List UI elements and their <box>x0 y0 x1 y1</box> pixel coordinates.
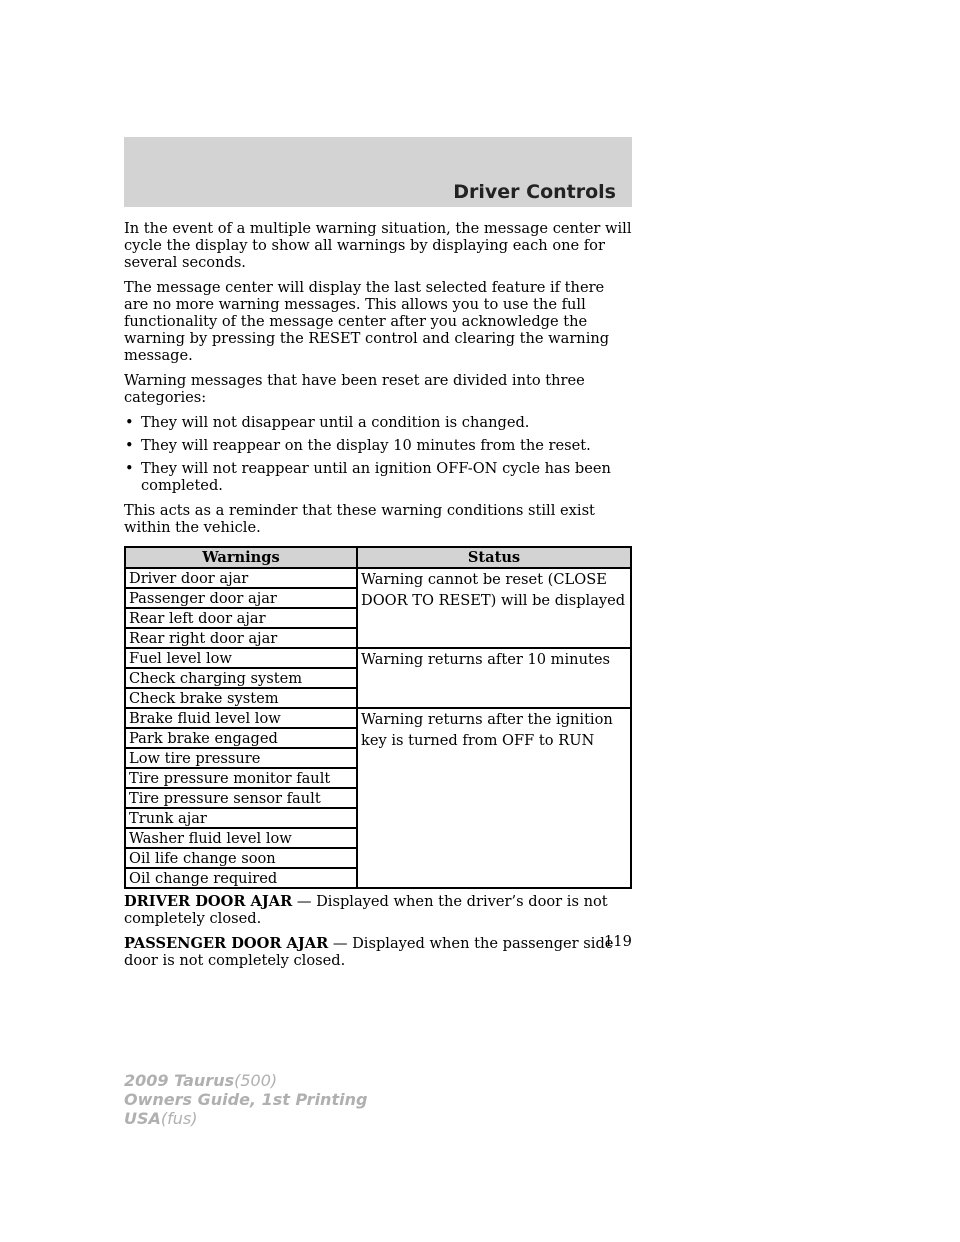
warning-cell: Trunk ajar <box>125 808 357 828</box>
category-list <box>124 414 632 494</box>
warnings-table <box>124 546 632 889</box>
section-header-bar <box>124 137 632 207</box>
footer-line-region: USA(fus) <box>124 1109 198 1128</box>
bullet-icon: • <box>125 414 134 431</box>
table-row <box>125 708 631 728</box>
column-header-warnings: Warnings <box>125 547 357 568</box>
warning-cell: Washer fluid level low <box>125 828 357 848</box>
paragraph-reminder: This acts as a reminder that these warning conditions still exist within the vehicle. <box>124 502 595 536</box>
warning-cell: Tire pressure monitor fault <box>125 768 357 788</box>
definition-text: — Displayed when the passenger side door is not completely closed. <box>124 935 614 969</box>
table-row <box>125 648 631 668</box>
section-title: Driver Controls <box>453 181 616 203</box>
definition-text: — Displayed when the driver’s door is not completely closed. <box>124 893 608 927</box>
warning-cell: Rear right door ajar <box>125 628 357 648</box>
warning-cell: Passenger door ajar <box>125 588 357 608</box>
bullet-icon: • <box>125 460 134 477</box>
definition-term: DRIVER DOOR AJAR <box>124 893 293 910</box>
warning-cell: Check charging system <box>125 668 357 688</box>
paragraph-last-feature: The message center will display the last selected feature if there are no more warning messages. This allows you to use the full functionality of the message center after you acknowledge the warning by pressing the RESET control and clearing the warning message. <box>124 279 610 364</box>
warning-cell: Tire pressure sensor fault <box>125 788 357 808</box>
definition-passenger-door <box>124 935 632 969</box>
column-header-status: Status <box>357 547 631 568</box>
list-item: • They will not reappear until an ignition OFF-ON cycle has been completed. <box>125 460 611 494</box>
page-content <box>124 220 632 977</box>
paragraph-categories-intro: Warning messages that have been reset are divided into three categories: <box>124 372 585 406</box>
bullet-icon: • <box>125 437 134 454</box>
definition-term: PASSENGER DOOR AJAR <box>124 935 329 952</box>
warning-cell: Park brake engaged <box>125 728 357 748</box>
warning-cell: Oil life change soon <box>125 848 357 868</box>
list-item: • They will reappear on the display 10 minutes from the reset. <box>125 437 591 454</box>
warning-cell: Oil change required <box>125 868 357 888</box>
warning-cell: Fuel level low <box>125 648 357 668</box>
status-cell: Warning cannot be reset (CLOSE DOOR TO RESET) will be displayed <box>357 568 631 648</box>
warning-cell: Brake fluid level low <box>125 708 357 728</box>
paragraph-multiple-warnings: In the event of a multiple warning situation, the message center will cycle the display to show all warnings by displaying each one for several seconds. <box>124 220 632 271</box>
table-row <box>125 568 631 588</box>
status-cell: Warning returns after 10 minutes <box>357 648 631 708</box>
print-footer <box>124 1071 367 1128</box>
status-cell: Warning returns after the ignition key is turned from OFF to RUN <box>357 708 631 888</box>
footer-line-guide: Owners Guide, 1st Printing <box>124 1090 368 1109</box>
definition-driver-door <box>124 893 632 927</box>
warning-cell: Driver door ajar <box>125 568 357 588</box>
warning-cell: Low tire pressure <box>125 748 357 768</box>
page-number: 119 <box>604 933 632 950</box>
warning-cell: Rear left door ajar <box>125 608 357 628</box>
list-item: • They will not disappear until a condition is changed. <box>125 414 530 431</box>
warning-cell: Check brake system <box>125 688 357 708</box>
table-header-row <box>125 547 631 568</box>
footer-line-model: 2009 Taurus(500) <box>124 1071 278 1090</box>
